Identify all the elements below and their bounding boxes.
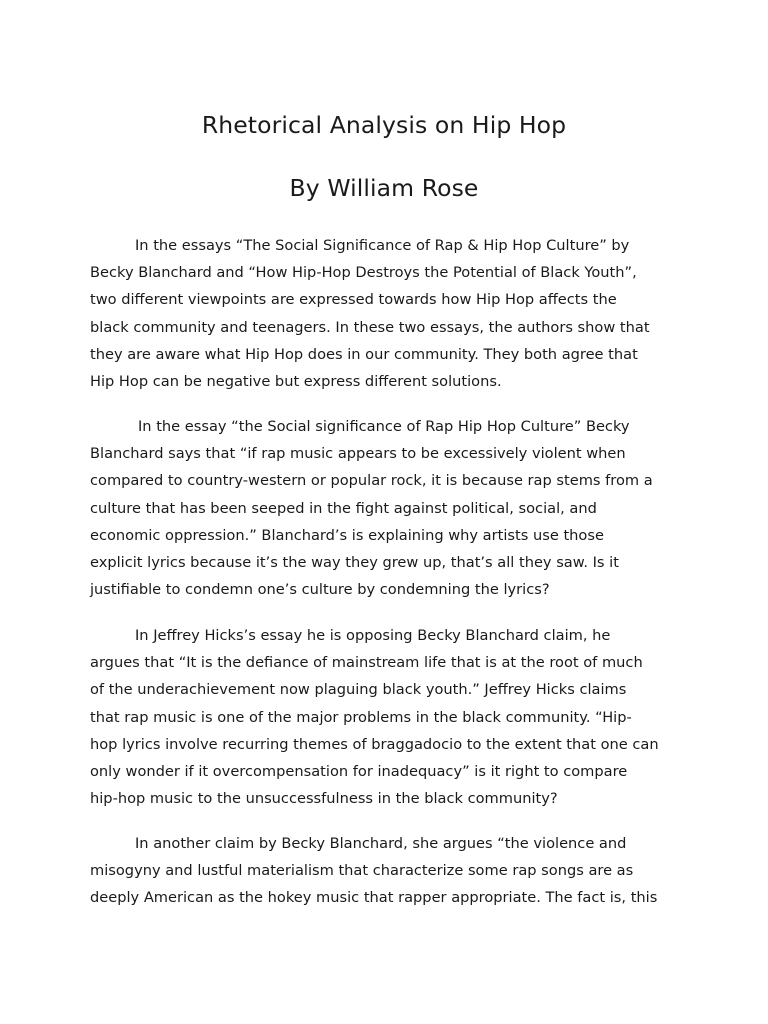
paragraph-2 [90, 413, 690, 603]
paragraph-line: argues that “It is the defiance of mainstream life that is at the root of much [90, 654, 643, 672]
paragraph-line: two different viewpoints are expressed towards how Hip Hop affects the [90, 291, 617, 309]
document-author: By William Rose [289, 174, 479, 202]
paragraph-line: deeply American as the hokey music that rapper appropriate. The fact is, this [90, 889, 658, 907]
paragraph-line: In another claim by Becky Blanchard, she argues “the violence and [135, 835, 627, 852]
paragraph-line: only wonder if it overcompensation for inadequacy” is it right to compare [90, 762, 628, 780]
paragraph-line: compared to country-western or popular rock, it is because rap stems from a [90, 472, 653, 490]
paragraph-line: black community and teenagers. In these two essays, the authors show that [90, 318, 650, 336]
paragraph-line: hip-hop music to the unsuccessfulness in the black community? [90, 790, 558, 808]
paragraph-line: Hip Hop can be negative but express different solutions. [90, 372, 502, 390]
paragraph-line: Blanchard says that “if rap music appears to be excessively violent when [90, 445, 626, 463]
paragraph-line: economic oppression.” Blanchard’s is explaining why artists use those [90, 526, 604, 544]
paragraph-line: explicit lyrics because it’s the way they grew up, that’s all they saw. Is it [90, 553, 619, 571]
paragraph-line: they are aware what Hip Hop does in our community. They both agree that [90, 345, 638, 363]
paragraph-3 [90, 622, 690, 812]
paragraph-line: culture that has been seeped in the fight against political, social, and [90, 499, 597, 517]
paragraph-line: justifiable to condemn one’s culture by condemning the lyrics? [90, 581, 550, 599]
paragraph-line: that rap music is one of the major problems in the black community. “Hip- [90, 708, 632, 726]
document-title: Rhetorical Analysis on Hip Hop [201, 111, 567, 139]
paragraph-line: In the essay “the Social significance of Rap Hip Hop Culture” Becky [138, 418, 630, 435]
paragraph-line: In Jeffrey Hicks’s essay he is opposing Becky Blanchard claim, he [135, 627, 611, 644]
paragraph-line: hop lyrics involve recurring themes of braggadocio to the extent that one can [90, 735, 659, 753]
paragraph-line: In the essays “The Social Significance of Rap & Hip Hop Culture” by [135, 237, 630, 254]
paragraph-line: misogyny and lustful materialism that characterize some rap songs are as [90, 862, 634, 880]
paragraph-line: Becky Blanchard and “How Hip-Hop Destroys the Potential of Black Youth”, [90, 264, 637, 282]
paragraph-line: of the underachievement now plaguing black youth.” Jeffrey Hicks claims [90, 681, 627, 699]
paragraph-1 [90, 232, 690, 395]
paragraph-4 [90, 830, 690, 912]
